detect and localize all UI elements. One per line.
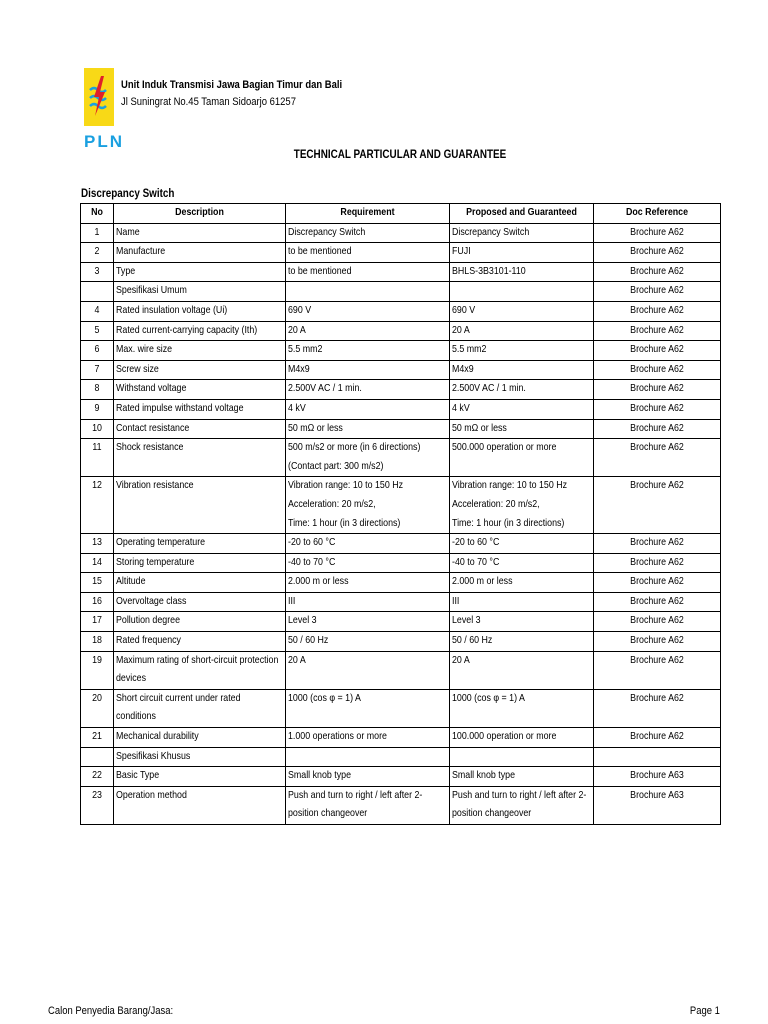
requirement-cell: 1000 (cos φ = 1) A bbox=[286, 689, 450, 727]
doc-reference-cell: Brochure A62 bbox=[594, 301, 721, 321]
proposed-cell: 20 A bbox=[450, 651, 594, 689]
requirement-cell: to be mentioned bbox=[286, 243, 450, 263]
doc-reference-cell: Brochure A62 bbox=[594, 689, 721, 727]
requirement-cell: 50 mΩ or less bbox=[286, 419, 450, 439]
proposed-cell: 100.000 operation or more bbox=[450, 728, 594, 748]
description-cell: Shock resistance bbox=[114, 439, 286, 477]
row-number: 19 bbox=[81, 651, 114, 689]
description-cell: Name bbox=[114, 223, 286, 243]
proposed-cell: Vibration range: 10 to 150 Hz Acceleration: 20 m/s2, Time: 1 hour (in 3 directions) bbox=[450, 477, 594, 534]
table-row bbox=[81, 767, 721, 787]
table-row bbox=[81, 360, 721, 380]
table-row bbox=[81, 786, 721, 824]
description-cell: Manufacture bbox=[114, 243, 286, 263]
requirement-cell: 20 A bbox=[286, 651, 450, 689]
row-number: 9 bbox=[81, 399, 114, 419]
doc-reference-cell: Brochure A62 bbox=[594, 553, 721, 573]
proposed-cell: FUJI bbox=[450, 243, 594, 263]
row-number: 18 bbox=[81, 632, 114, 652]
pln-lightning-icon bbox=[84, 68, 114, 126]
doc-reference-cell: Brochure A62 bbox=[594, 728, 721, 748]
row-number: 7 bbox=[81, 360, 114, 380]
doc-reference-cell: Brochure A62 bbox=[594, 592, 721, 612]
requirement-cell: 690 V bbox=[286, 301, 450, 321]
doc-reference-cell: Brochure A63 bbox=[594, 767, 721, 787]
requirement-cell: 4 kV bbox=[286, 399, 450, 419]
footer-supplier-label: Calon Penyedia Barang/Jasa: bbox=[48, 1005, 174, 1017]
proposed-cell: Level 3 bbox=[450, 612, 594, 632]
doc-reference-cell: Brochure A62 bbox=[594, 419, 721, 439]
table-row bbox=[81, 651, 721, 689]
proposed-cell: 20 A bbox=[450, 321, 594, 341]
description-cell: Short circuit current under rated conditions bbox=[114, 689, 286, 727]
proposed-cell: -20 to 60 °C bbox=[450, 534, 594, 554]
requirement-cell bbox=[286, 282, 450, 302]
doc-reference-cell bbox=[594, 747, 721, 767]
row-number: 13 bbox=[81, 534, 114, 554]
table-row bbox=[81, 243, 721, 263]
row-number: 16 bbox=[81, 592, 114, 612]
proposed-cell: -40 to 70 °C bbox=[450, 553, 594, 573]
doc-reference-cell: Brochure A62 bbox=[594, 632, 721, 652]
table-row bbox=[81, 592, 721, 612]
document-title: TECHNICAL PARTICULAR AND GUARANTEE bbox=[293, 149, 507, 161]
doc-reference-cell: Brochure A62 bbox=[594, 223, 721, 243]
doc-reference-cell: Brochure A62 bbox=[594, 341, 721, 361]
requirement-cell: -20 to 60 °C bbox=[286, 534, 450, 554]
requirement-cell bbox=[286, 747, 450, 767]
doc-reference-cell: Brochure A63 bbox=[594, 786, 721, 824]
proposed-cell bbox=[450, 747, 594, 767]
doc-reference-cell: Brochure A62 bbox=[594, 439, 721, 477]
row-number: 15 bbox=[81, 573, 114, 593]
row-number: 21 bbox=[81, 728, 114, 748]
proposed-cell: 50 mΩ or less bbox=[450, 419, 594, 439]
table-row bbox=[81, 341, 721, 361]
row-number: 6 bbox=[81, 341, 114, 361]
table-row bbox=[81, 747, 721, 767]
section-title: Discrepancy Switch bbox=[81, 188, 175, 200]
organization-block bbox=[121, 77, 342, 111]
description-cell: Screw size bbox=[114, 360, 286, 380]
table-row bbox=[81, 689, 721, 727]
description-cell: Rated frequency bbox=[114, 632, 286, 652]
pln-logo bbox=[84, 68, 124, 156]
description-cell: Maximum rating of short-circuit protection devices bbox=[114, 651, 286, 689]
doc-reference-cell: Brochure A62 bbox=[594, 573, 721, 593]
description-cell: Max. wire size bbox=[114, 341, 286, 361]
table-row bbox=[81, 632, 721, 652]
table-row bbox=[81, 439, 721, 477]
column-header-doc-reference: Doc Reference bbox=[594, 204, 721, 224]
organization-address: Jl Suningrat No.45 Taman Sidoarjo 61257 bbox=[121, 96, 296, 108]
description-cell: Mechanical durability bbox=[114, 728, 286, 748]
doc-reference-cell: Brochure A62 bbox=[594, 321, 721, 341]
description-cell: Operating temperature bbox=[114, 534, 286, 554]
doc-reference-cell: Brochure A62 bbox=[594, 282, 721, 302]
row-number bbox=[81, 747, 114, 767]
table-row bbox=[81, 301, 721, 321]
requirement-cell: M4x9 bbox=[286, 360, 450, 380]
doc-reference-cell: Brochure A62 bbox=[594, 399, 721, 419]
proposed-cell: 50 / 60 Hz bbox=[450, 632, 594, 652]
doc-reference-cell: Brochure A62 bbox=[594, 380, 721, 400]
table-row bbox=[81, 223, 721, 243]
proposed-cell: 690 V bbox=[450, 301, 594, 321]
requirement-cell: 50 / 60 Hz bbox=[286, 632, 450, 652]
requirement-cell: -40 to 70 °C bbox=[286, 553, 450, 573]
proposed-cell: 1000 (cos φ = 1) A bbox=[450, 689, 594, 727]
description-cell: Withstand voltage bbox=[114, 380, 286, 400]
organization-name: Unit Induk Transmisi Jawa Bagian Timur dan Bali bbox=[121, 79, 343, 91]
requirement-cell: 20 A bbox=[286, 321, 450, 341]
table-row bbox=[81, 728, 721, 748]
description-cell: Operation method bbox=[114, 786, 286, 824]
row-number: 3 bbox=[81, 262, 114, 282]
doc-reference-cell: Brochure A62 bbox=[594, 477, 721, 534]
row-number: 10 bbox=[81, 419, 114, 439]
description-cell: Vibration resistance bbox=[114, 477, 286, 534]
doc-reference-cell: Brochure A62 bbox=[594, 612, 721, 632]
requirement-cell: Discrepancy Switch bbox=[286, 223, 450, 243]
table-row bbox=[81, 282, 721, 302]
requirement-cell: III bbox=[286, 592, 450, 612]
requirement-cell: 5.5 mm2 bbox=[286, 341, 450, 361]
proposed-cell: III bbox=[450, 592, 594, 612]
table-row bbox=[81, 262, 721, 282]
table-row bbox=[81, 419, 721, 439]
table-row bbox=[81, 380, 721, 400]
description-cell: Rated current-carrying capacity (Ith) bbox=[114, 321, 286, 341]
description-cell: Rated impulse withstand voltage bbox=[114, 399, 286, 419]
table-row bbox=[81, 477, 721, 534]
table-row bbox=[81, 534, 721, 554]
row-number: 2 bbox=[81, 243, 114, 263]
description-cell: Pollution degree bbox=[114, 612, 286, 632]
requirement-cell: 500 m/s2 or more (in 6 directions) (Contact part: 300 m/s2) bbox=[286, 439, 450, 477]
proposed-cell: 2.500V AC / 1 min. bbox=[450, 380, 594, 400]
table-row bbox=[81, 553, 721, 573]
description-cell: Altitude bbox=[114, 573, 286, 593]
page-number: Page 1 bbox=[690, 1005, 720, 1017]
table-row bbox=[81, 399, 721, 419]
row-number: 14 bbox=[81, 553, 114, 573]
proposed-cell: Small knob type bbox=[450, 767, 594, 787]
logo-text: PLN bbox=[84, 132, 124, 151]
description-cell: Spesifikasi Khusus bbox=[114, 747, 286, 767]
table-row bbox=[81, 321, 721, 341]
row-number: 11 bbox=[81, 439, 114, 477]
table-row bbox=[81, 573, 721, 593]
description-cell: Overvoltage class bbox=[114, 592, 286, 612]
proposed-cell: 4 kV bbox=[450, 399, 594, 419]
row-number: 8 bbox=[81, 380, 114, 400]
requirement-cell: 2.000 m or less bbox=[286, 573, 450, 593]
requirement-cell: 2.500V AC / 1 min. bbox=[286, 380, 450, 400]
proposed-cell: M4x9 bbox=[450, 360, 594, 380]
doc-reference-cell: Brochure A62 bbox=[594, 360, 721, 380]
description-cell: Basic Type bbox=[114, 767, 286, 787]
proposed-cell: 2.000 m or less bbox=[450, 573, 594, 593]
requirement-cell: to be mentioned bbox=[286, 262, 450, 282]
proposed-cell bbox=[450, 282, 594, 302]
description-cell: Storing temperature bbox=[114, 553, 286, 573]
doc-reference-cell: Brochure A62 bbox=[594, 262, 721, 282]
table-header-row bbox=[81, 204, 721, 224]
requirement-cell: Push and turn to right / left after 2-position changeover bbox=[286, 786, 450, 824]
column-header-no: No bbox=[81, 204, 114, 224]
doc-reference-cell: Brochure A62 bbox=[594, 534, 721, 554]
requirement-cell: Level 3 bbox=[286, 612, 450, 632]
doc-reference-cell: Brochure A62 bbox=[594, 243, 721, 263]
table-row bbox=[81, 612, 721, 632]
row-number: 20 bbox=[81, 689, 114, 727]
proposed-cell: Push and turn to right / left after 2-position changeover bbox=[450, 786, 594, 824]
row-number: 1 bbox=[81, 223, 114, 243]
column-header-proposed: Proposed and Guaranteed bbox=[450, 204, 594, 224]
row-number: 5 bbox=[81, 321, 114, 341]
row-number: 12 bbox=[81, 477, 114, 534]
technical-table bbox=[80, 203, 721, 825]
row-number: 23 bbox=[81, 786, 114, 824]
row-number bbox=[81, 282, 114, 302]
column-header-description: Description bbox=[114, 204, 286, 224]
proposed-cell: 5.5 mm2 bbox=[450, 341, 594, 361]
proposed-cell: 500.000 operation or more bbox=[450, 439, 594, 477]
row-number: 4 bbox=[81, 301, 114, 321]
proposed-cell: Discrepancy Switch bbox=[450, 223, 594, 243]
description-cell: Type bbox=[114, 262, 286, 282]
doc-reference-cell: Brochure A62 bbox=[594, 651, 721, 689]
description-cell: Contact resistance bbox=[114, 419, 286, 439]
requirement-cell: 1.000 operations or more bbox=[286, 728, 450, 748]
row-number: 22 bbox=[81, 767, 114, 787]
requirement-cell: Small knob type bbox=[286, 767, 450, 787]
description-cell: Spesifikasi Umum bbox=[114, 282, 286, 302]
requirement-cell: Vibration range: 10 to 150 Hz Acceleration: 20 m/s2, Time: 1 hour (in 3 directions) bbox=[286, 477, 450, 534]
row-number: 17 bbox=[81, 612, 114, 632]
proposed-cell: BHLS-3B3101-110 bbox=[450, 262, 594, 282]
column-header-requirement: Requirement bbox=[286, 204, 450, 224]
description-cell: Rated insulation voltage (Ui) bbox=[114, 301, 286, 321]
